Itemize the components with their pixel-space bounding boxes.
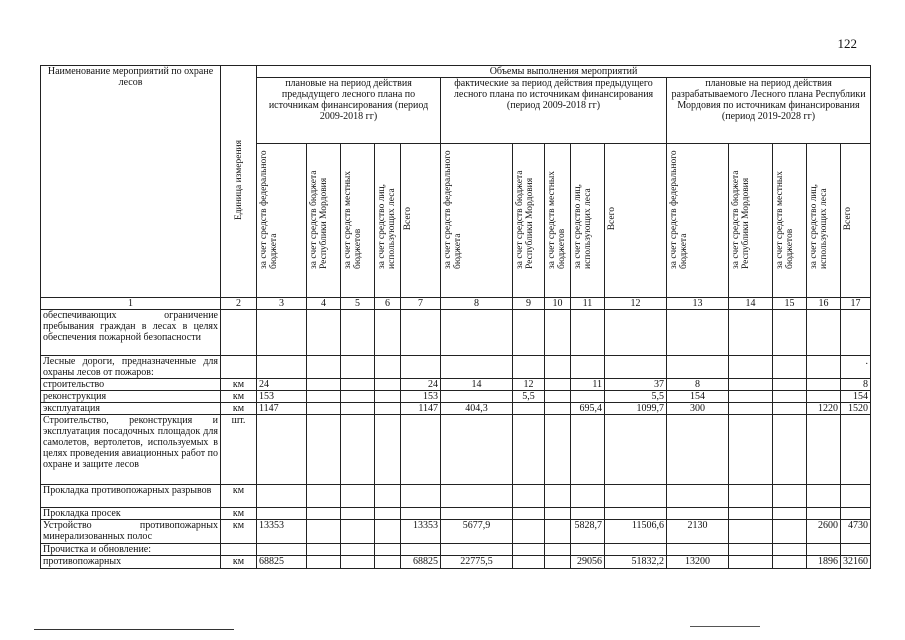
value-cell: 37 <box>605 379 667 391</box>
subheader-republic: за счет средств бюджета Республики Мордовия <box>513 144 545 298</box>
value-cell <box>605 485 667 508</box>
value-cell: 154 <box>667 391 729 403</box>
value-cell <box>545 379 571 391</box>
value-cell <box>841 508 871 520</box>
unit-cell: км <box>221 379 257 391</box>
value-cell: 13353 <box>401 520 441 544</box>
value-cell <box>257 415 307 485</box>
value-cell <box>545 391 571 403</box>
value-cell <box>605 356 667 379</box>
value-cell: 32160 <box>841 556 871 569</box>
column-number: 12 <box>605 298 667 310</box>
value-cell <box>841 485 871 508</box>
value-cell <box>257 310 307 356</box>
activity-name: эксплуатация <box>41 403 221 415</box>
forest-protection-table <box>40 65 871 569</box>
value-cell <box>341 485 375 508</box>
unit-cell: км <box>221 485 257 508</box>
value-cell <box>341 379 375 391</box>
table-body <box>41 310 871 569</box>
value-cell <box>341 391 375 403</box>
table-row <box>41 415 871 485</box>
activity-name: противопожарных <box>41 556 221 569</box>
value-cell <box>375 508 401 520</box>
value-cell <box>545 403 571 415</box>
value-cell <box>773 485 807 508</box>
table-row <box>41 508 871 520</box>
value-cell <box>545 520 571 544</box>
value-cell <box>773 391 807 403</box>
value-cell <box>375 356 401 379</box>
value-cell <box>571 415 605 485</box>
value-cell <box>257 356 307 379</box>
header-name-cell <box>41 66 221 298</box>
value-cell <box>375 310 401 356</box>
value-cell <box>513 310 545 356</box>
table-row <box>41 379 871 391</box>
value-cell <box>773 508 807 520</box>
value-cell <box>257 508 307 520</box>
activity-name: реконструкция <box>41 391 221 403</box>
value-cell <box>545 544 571 556</box>
value-cell <box>257 485 307 508</box>
header-unit-cell <box>221 66 257 298</box>
value-cell: 1520 <box>841 403 871 415</box>
value-cell <box>513 356 545 379</box>
value-cell <box>605 415 667 485</box>
value-cell <box>441 485 513 508</box>
header-group-planned-prev: плановые на период действия предыдущего лесного плана по источникам финансирования (период 2009-2018 гг) <box>257 78 441 144</box>
value-cell: 5677,9 <box>441 520 513 544</box>
value-cell: 1147 <box>257 403 307 415</box>
column-number: 6 <box>375 298 401 310</box>
value-cell <box>401 544 441 556</box>
value-cell <box>513 415 545 485</box>
value-cell <box>441 310 513 356</box>
value-cell <box>513 544 545 556</box>
header-volumes: Объемы выполнения мероприятий <box>257 66 871 78</box>
page-number: 122 <box>837 36 857 51</box>
value-cell <box>307 556 341 569</box>
value-cell <box>307 485 341 508</box>
value-cell <box>341 310 375 356</box>
scan-edge-line <box>690 626 760 627</box>
value-cell <box>375 415 401 485</box>
column-number: 15 <box>773 298 807 310</box>
column-number-row <box>41 298 871 310</box>
value-cell <box>307 415 341 485</box>
header-group-planned-new: плановые на период действия разрабатываемого Лесного плана Республики Мордовия по источникам финансирования (период 2019-2028 гг) <box>667 78 871 144</box>
value-cell <box>307 508 341 520</box>
value-cell <box>729 508 773 520</box>
value-cell <box>571 356 605 379</box>
activity-name: Прочистка и обновление: <box>41 544 221 556</box>
value-cell <box>773 520 807 544</box>
value-cell <box>401 415 441 485</box>
value-cell <box>401 310 441 356</box>
value-cell: 2130 <box>667 520 729 544</box>
table-row <box>41 310 871 356</box>
unit-cell: км <box>221 520 257 544</box>
subheader-local: за счет средств местных бюджетов <box>545 144 571 298</box>
value-cell <box>375 485 401 508</box>
column-number: 9 <box>513 298 545 310</box>
value-cell <box>729 556 773 569</box>
table-row <box>41 556 871 569</box>
value-cell: 22775,5 <box>441 556 513 569</box>
value-cell <box>729 391 773 403</box>
value-cell <box>545 508 571 520</box>
value-cell: 404,3 <box>441 403 513 415</box>
value-cell <box>513 556 545 569</box>
unit-cell: км <box>221 508 257 520</box>
column-number: 17 <box>841 298 871 310</box>
value-cell <box>729 520 773 544</box>
value-cell <box>571 508 605 520</box>
value-cell <box>605 310 667 356</box>
value-cell <box>773 403 807 415</box>
value-cell: 5828,7 <box>571 520 605 544</box>
value-cell <box>773 379 807 391</box>
value-cell <box>571 544 605 556</box>
value-cell <box>545 485 571 508</box>
value-cell <box>375 403 401 415</box>
value-cell <box>513 520 545 544</box>
value-cell <box>841 415 871 485</box>
unit-cell: км <box>221 556 257 569</box>
value-cell <box>341 556 375 569</box>
value-cell <box>841 544 871 556</box>
subheader-users: за счет средство лиц, использующих леса <box>807 144 841 298</box>
value-cell <box>841 310 871 356</box>
subheader-total: Всего <box>841 144 871 298</box>
activity-name: Строительство, реконструкция и эксплуатация посадочных площадок для самолетов, вертолетов, используемых в целях проведения авиационных работ по охране и защите лесов <box>41 415 221 485</box>
value-cell <box>667 310 729 356</box>
value-cell <box>807 379 841 391</box>
value-cell <box>307 391 341 403</box>
value-cell: 2600 <box>807 520 841 544</box>
value-cell <box>375 556 401 569</box>
value-cell <box>807 391 841 403</box>
value-cell <box>667 485 729 508</box>
value-cell <box>807 544 841 556</box>
table-row <box>41 356 871 379</box>
subheader-federal: за счет средств федерального бюджета <box>257 144 307 298</box>
value-cell <box>545 556 571 569</box>
column-number: 10 <box>545 298 571 310</box>
value-cell <box>513 485 545 508</box>
value-cell <box>341 403 375 415</box>
value-cell <box>667 356 729 379</box>
value-cell <box>667 544 729 556</box>
value-cell: 24 <box>257 379 307 391</box>
value-cell <box>729 485 773 508</box>
value-cell <box>441 356 513 379</box>
value-cell <box>341 544 375 556</box>
value-cell <box>571 391 605 403</box>
value-cell: 68825 <box>401 556 441 569</box>
value-cell <box>513 508 545 520</box>
value-cell <box>375 544 401 556</box>
unit-cell: км <box>221 403 257 415</box>
value-cell <box>807 310 841 356</box>
value-cell: 1220 <box>807 403 841 415</box>
value-cell <box>307 403 341 415</box>
table-row <box>41 485 871 508</box>
value-cell <box>401 508 441 520</box>
value-cell <box>729 544 773 556</box>
subheader-local: за счет средств местных бюджетов <box>341 144 375 298</box>
value-cell <box>441 544 513 556</box>
value-cell <box>667 415 729 485</box>
value-cell <box>513 403 545 415</box>
subheader-users: за счет средство лиц, использующих леса <box>375 144 401 298</box>
value-cell <box>773 356 807 379</box>
activity-name: Устройство противопожарных минерализованных полос <box>41 520 221 544</box>
unit-cell: шт. <box>221 415 257 485</box>
value-cell: 14 <box>441 379 513 391</box>
subheader-federal: за счет средств федерального бюджета <box>667 144 729 298</box>
value-cell <box>773 310 807 356</box>
value-cell <box>807 415 841 485</box>
value-cell: 12 <box>513 379 545 391</box>
value-cell <box>375 379 401 391</box>
value-cell <box>571 310 605 356</box>
value-cell <box>341 415 375 485</box>
value-cell: 154 <box>841 391 871 403</box>
value-cell <box>375 391 401 403</box>
value-cell <box>571 485 605 508</box>
value-cell <box>307 379 341 391</box>
column-number: 13 <box>667 298 729 310</box>
activity-name: Прокладка противопожарных разрывов <box>41 485 221 508</box>
value-cell <box>341 356 375 379</box>
value-cell <box>307 544 341 556</box>
value-cell: 11506,6 <box>605 520 667 544</box>
subheader-republic: за счет средств бюджета Республики Мордовия <box>307 144 341 298</box>
unit-cell <box>221 356 257 379</box>
activity-name: Лесные дороги, предназначенные для охраны лесов от пожаров: <box>41 356 221 379</box>
value-cell <box>307 310 341 356</box>
value-cell <box>729 403 773 415</box>
subheader-users: за счет средство лиц, использующих леса <box>571 144 605 298</box>
value-cell: 8 <box>841 379 871 391</box>
unit-cell: км <box>221 391 257 403</box>
value-cell: 24 <box>401 379 441 391</box>
value-cell <box>441 391 513 403</box>
value-cell <box>605 544 667 556</box>
value-cell <box>667 508 729 520</box>
value-cell <box>307 520 341 544</box>
value-cell <box>729 310 773 356</box>
column-number: 14 <box>729 298 773 310</box>
value-cell <box>807 356 841 379</box>
value-cell: 153 <box>401 391 441 403</box>
unit-cell <box>221 544 257 556</box>
column-number: 4 <box>307 298 341 310</box>
value-cell <box>401 356 441 379</box>
header-unit: Единица измерения <box>233 140 244 220</box>
value-cell: 153 <box>257 391 307 403</box>
table-row <box>41 520 871 544</box>
value-cell: 13200 <box>667 556 729 569</box>
value-cell <box>441 415 513 485</box>
activity-name: строительство <box>41 379 221 391</box>
column-number: 11 <box>571 298 605 310</box>
value-cell: 11 <box>571 379 605 391</box>
value-cell <box>257 544 307 556</box>
value-cell: 300 <box>667 403 729 415</box>
column-number: 2 <box>221 298 257 310</box>
table-row <box>41 544 871 556</box>
value-cell: 29056 <box>571 556 605 569</box>
value-cell <box>401 485 441 508</box>
value-cell <box>605 508 667 520</box>
value-cell <box>545 356 571 379</box>
value-cell <box>729 415 773 485</box>
value-cell <box>773 556 807 569</box>
value-cell: 51832,2 <box>605 556 667 569</box>
unit-cell <box>221 310 257 356</box>
value-cell <box>307 356 341 379</box>
scan-edge-line <box>34 629 234 630</box>
column-number: 3 <box>257 298 307 310</box>
value-cell <box>545 310 571 356</box>
value-cell <box>375 520 401 544</box>
value-cell <box>341 508 375 520</box>
value-cell: 13353 <box>257 520 307 544</box>
subheader-federal: за счет средств федерального бюджета <box>441 144 513 298</box>
value-cell: 8 <box>667 379 729 391</box>
value-cell <box>729 356 773 379</box>
value-cell <box>341 520 375 544</box>
column-number: 8 <box>441 298 513 310</box>
value-cell: 1896 <box>807 556 841 569</box>
value-cell: 5,5 <box>605 391 667 403</box>
value-cell: 695,4 <box>571 403 605 415</box>
subheader-republic: за счет средств бюджета Республики Мордовия <box>729 144 773 298</box>
value-cell: 5,5 <box>513 391 545 403</box>
value-cell: 68825 <box>257 556 307 569</box>
subheader-total: Всего <box>605 144 667 298</box>
value-cell <box>773 415 807 485</box>
value-cell <box>773 544 807 556</box>
column-number: 16 <box>807 298 841 310</box>
activity-name: Прокладка просек <box>41 508 221 520</box>
value-cell: . <box>841 356 871 379</box>
value-cell: 1147 <box>401 403 441 415</box>
value-cell <box>441 508 513 520</box>
column-number: 5 <box>341 298 375 310</box>
value-cell <box>807 485 841 508</box>
column-number: 1 <box>41 298 221 310</box>
header-name: Наименование мероприятий по охране лесов <box>47 66 214 88</box>
activity-name: обеспечивающих ограничение пребывания граждан в лесах в целях обеспечения пожарной безопасности <box>41 310 221 356</box>
header-group-actual-prev: фактические за период действия предыдущего лесного плана по источникам финансирования (период 2009-2018 гг) <box>441 78 667 144</box>
table-row <box>41 403 871 415</box>
value-cell: 4730 <box>841 520 871 544</box>
table-row <box>41 391 871 403</box>
value-cell <box>807 508 841 520</box>
subheader-local: за счет средств местных бюджетов <box>773 144 807 298</box>
value-cell <box>729 379 773 391</box>
value-cell <box>545 415 571 485</box>
column-number: 7 <box>401 298 441 310</box>
value-cell: 1099,7 <box>605 403 667 415</box>
subheader-total: Всего <box>401 144 441 298</box>
